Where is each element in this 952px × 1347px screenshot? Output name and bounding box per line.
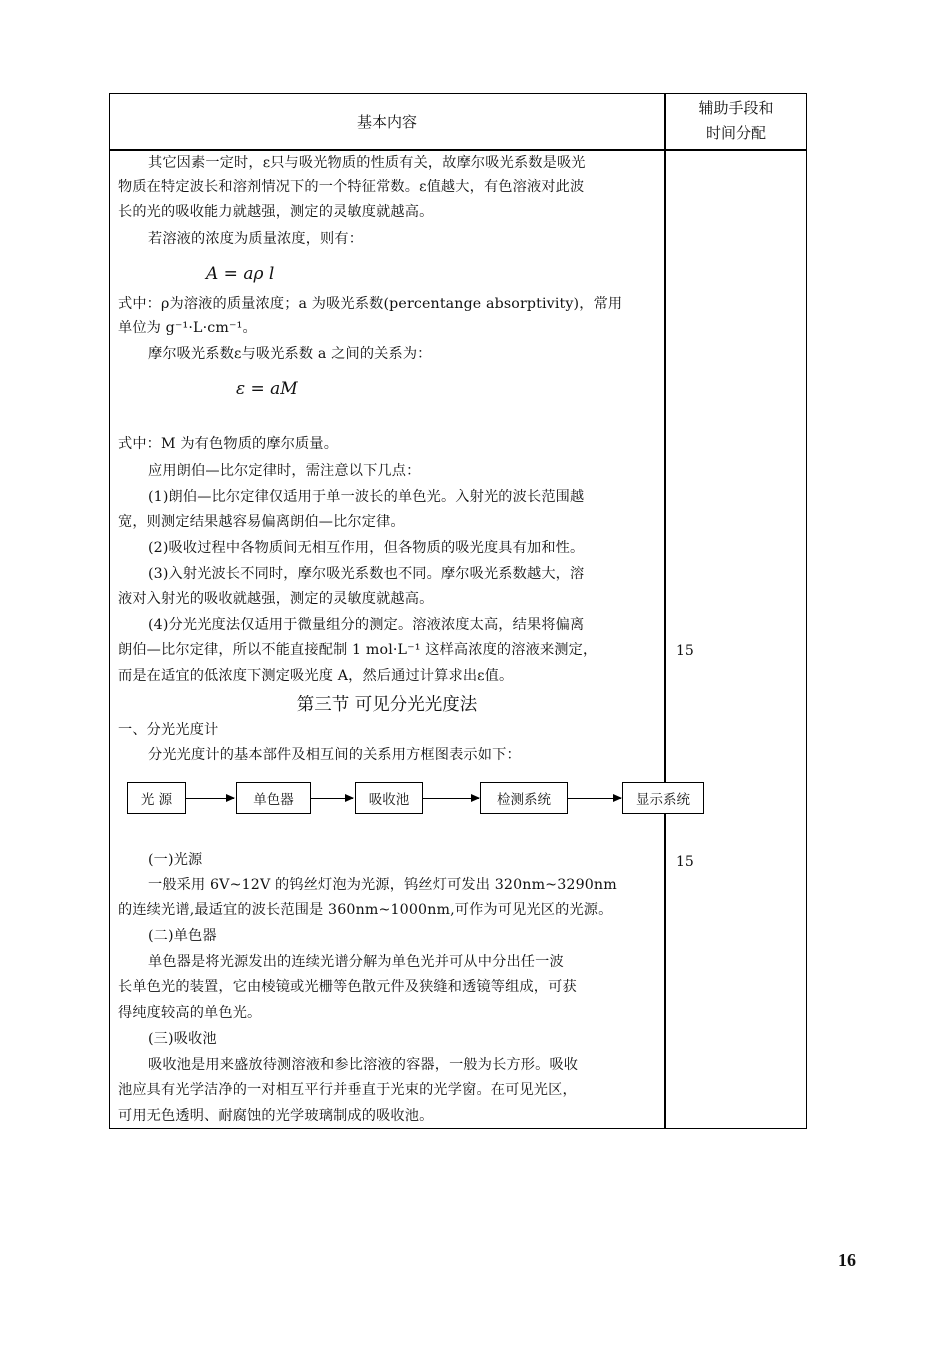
text-line: 朗伯—比尔定律，所以不能直接配制 1 mol·L⁻¹ 这样高浓度的溶液来测定， [118, 642, 598, 658]
text-line: 单色器是将光源发出的连续光谱分解为单色光并可从中分出任一波 [148, 954, 564, 970]
page-number: 16 [838, 1250, 856, 1270]
text-line: 可用无色透明、耐腐蚀的光学玻璃制成的吸收池。 [118, 1108, 434, 1124]
diagram-arrow [423, 798, 479, 799]
header-divider [110, 149, 806, 151]
time-allocation: 15 [676, 854, 694, 870]
diagram-box-monochromator: 单色器 [236, 782, 311, 814]
text-line: 应用朗伯—比尔定律时，需注意以下几点： [148, 463, 421, 479]
diagram-box-cuvette: 吸收池 [355, 782, 423, 814]
text-line: 得纯度较高的单色光。 [118, 1005, 262, 1021]
diagram-box-display: 显示系统 [622, 782, 704, 814]
section-title: 第三节 可见分光光度法 [296, 695, 478, 715]
text-line: 物质在特定波长和溶剂情况下的一个特征常数。ε值越大，有色溶液对此波 [118, 179, 585, 195]
diagram-box-light-source: 光 源 [127, 782, 186, 814]
diagram-box-detector: 检测系统 [480, 782, 568, 814]
text-line: 若溶液的浓度为质量浓度，则有： [148, 231, 364, 247]
text-line: 池应具有光学洁净的一对相互平行并垂直于光束的光学窗。在可见光区， [118, 1082, 577, 1098]
text-line: 液对入射光的吸收就越强，测定的灵敏度就越高。 [118, 591, 434, 607]
text-line: 分光光度计的基本部件及相互间的关系用方框图表示如下： [148, 747, 521, 763]
text-line: 单位为 g⁻¹·L·cm⁻¹。 [118, 320, 257, 336]
text-line: 吸收池是用来盛放待测溶液和参比溶液的容器，一般为长方形。吸收 [148, 1057, 579, 1073]
diagram-arrow [568, 798, 621, 799]
formula-absorbance: A = aρ l [206, 264, 275, 284]
text-line: 其它因素一定时，ε只与吸光物质的性质有关，故摩尔吸光系数是吸光 [148, 155, 586, 171]
text-line: (二)单色器 [148, 928, 217, 944]
text-line: 而是在适宜的低浓度下测定吸光度 A，然后通过计算求出ε值。 [118, 668, 514, 684]
text-line: (3)入射光波长不同时，摩尔吸光系数也不同。摩尔吸光系数越大，溶 [148, 566, 585, 582]
header-side-column [666, 96, 806, 148]
text-line: 摩尔吸光系数ε与吸光系数 a 之间的关系为： [148, 346, 432, 362]
text-line: (1)朗伯—比尔定律仅适用于单一波长的单色光。入射光的波长范围越 [148, 489, 585, 505]
formula-epsilon: ε = aM [236, 379, 298, 399]
text-line: 一、分光光度计 [118, 722, 219, 738]
text-line: 长单色光的装置，它由棱镜或光栅等色散元件及狭缝和透镜等组成，可获 [118, 979, 577, 995]
text-line: 式中：ρ为溶液的质量浓度；a 为吸光系数(percentange absorptivity)，常用 [118, 296, 623, 312]
text-line: 的连续光谱,最适宜的波长范围是 360nm~1000nm,可作为可见光区的光源。 [118, 902, 613, 918]
time-allocation: 15 [676, 643, 694, 659]
diagram-arrow [311, 798, 353, 799]
text-line: 一般采用 6V~12V 的钨丝灯泡为光源，钨丝灯可发出 320nm~3290nm [148, 877, 617, 893]
header-side-line1: 辅助手段和 [698, 99, 774, 117]
diagram-arrow [186, 798, 234, 799]
content-table [109, 93, 807, 1129]
text-line: (2)吸收过程中各物质间无相互作用，但各物质的吸光度具有加和性。 [148, 540, 585, 556]
text-line: (4)分光光度法仅适用于微量组分的测定。溶液浓度太高，结果将偏离 [148, 617, 585, 633]
text-line: 长的光的吸收能力就越强，测定的灵敏度就越高。 [118, 204, 434, 220]
text-line: (一)光源 [148, 852, 203, 868]
header-side-line2: 时间分配 [705, 124, 766, 142]
column-divider [664, 94, 666, 1128]
text-line: (三)吸收池 [148, 1031, 217, 1047]
text-line: 式中：M 为有色物质的摩尔质量。 [118, 436, 339, 452]
text-line: 宽，则测定结果越容易偏离朗伯—比尔定律。 [118, 514, 405, 530]
header-main-content: 基本内容 [356, 113, 417, 131]
